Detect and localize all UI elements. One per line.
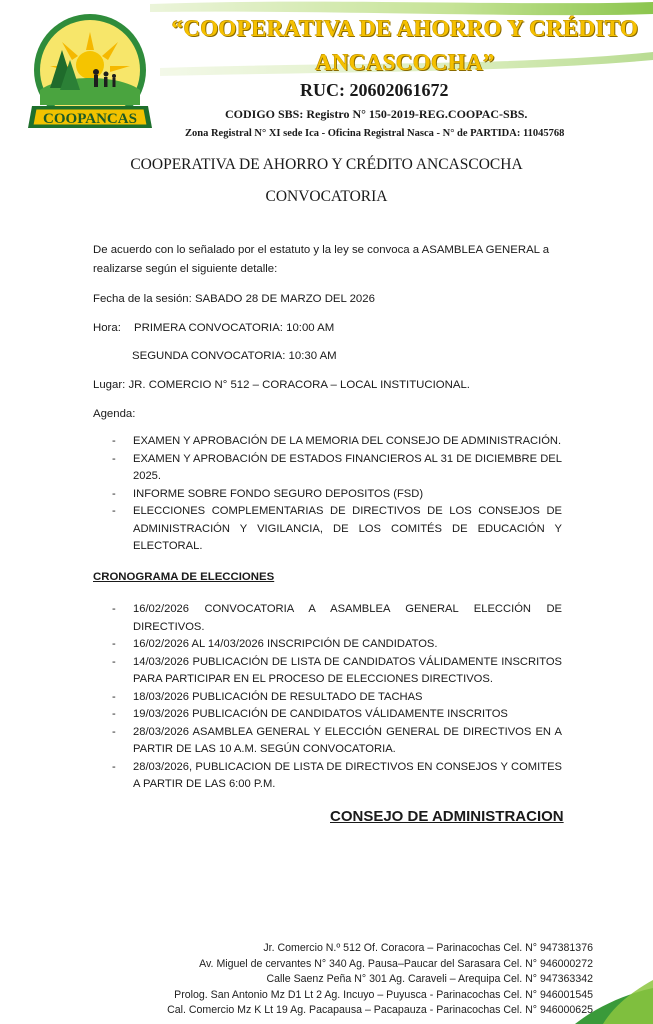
- intro-paragraph: [93, 241, 563, 279]
- agenda-item: - INFORME SOBRE FONDO SEGURO DEPOSITOS (FSD): [112, 486, 562, 504]
- footer-address-line: Av. Miguel de cervantes N° 340 Ag. Pausa–Paucar del Sarasara Cel. N° 946000272: [199, 957, 593, 970]
- cronograma-item: - 16/02/2026 CONVOCATORIA A ASAMBLEA GENERAL ELECCIÓN DE DIRECTIVOS.: [112, 601, 562, 636]
- footer-leaf-decoration: [575, 980, 653, 1024]
- logo-text: COOPANCAS: [43, 111, 137, 127]
- agenda-list: [112, 433, 562, 556]
- header-title: [165, 12, 645, 80]
- document-org-name: COOPERATIVA DE AHORRO Y CRÉDITO ANCASCOCHA: [130, 156, 523, 173]
- cronograma-list: [112, 601, 562, 794]
- footer-address-line: Prolog. San Antonio Mz D1 Lt 2 Ag. Incuyo – Puyusca - Parinacochas Cel. N° 946001545: [174, 988, 593, 1001]
- codigo-sbs: CODIGO SBS: Registro N° 150-2019-REG.COOPAC-SBS.: [225, 107, 528, 121]
- hora-segunda: SEGUNDA CONVOCATORIA: 10:30 AM: [132, 350, 337, 362]
- cronograma-item: - 18/03/2026 PUBLICACIÓN DE RESULTADO DE TACHAS: [112, 689, 562, 707]
- footer-address-line: Jr. Comercio N.º 512 Of. Coracora – Parinacochas Cel. N° 947381376: [263, 942, 593, 954]
- agenda-item: - ELECCIONES COMPLEMENTARIAS DE DIRECTIVOS DE LOS CONSEJOS DE ADMINISTRACIÓN Y VIGILANCIA, DE LOS COMITÉS DE EDUCACIÓN Y ELECTORAL.: [112, 503, 562, 556]
- intro-line-2: realizarse según el siguiente detalle:: [93, 263, 278, 275]
- agenda-label: Agenda:: [93, 408, 136, 420]
- document-heading: CONVOCATORIA: [265, 188, 388, 205]
- footer-addresses: [167, 941, 593, 1019]
- cronograma-heading: CRONOGRAMA DE ELECCIONES: [93, 571, 275, 583]
- hora-primera: PRIMERA CONVOCATORIA: 10:00 AM: [134, 322, 335, 334]
- lugar: Lugar: JR. COMERCIO N° 512 – CORACORA – LOCAL INSTITUCIONAL.: [93, 379, 470, 391]
- footer-address-line: Cal. Comercio Mz K Lt 19 Ag. Pacapausa – Pacapauza - Parinacochas Cel. N° 946000625: [167, 1004, 593, 1016]
- agenda-item: - EXAMEN Y APROBACIÓN DE LA MEMORIA DEL CONSEJO DE ADMINISTRACIÓN.: [112, 433, 562, 451]
- cronograma-item: - 28/03/2026, PUBLICACION DE LISTA DE DIRECTIVOS EN CONSEJOS Y COMITES A PARTIR DE LAS 6:00 P.M.: [112, 759, 562, 794]
- header-title-line1: “COOPERATIVA DE AHORRO Y CRÉDITO: [171, 16, 639, 41]
- intro-line-1: De acuerdo con lo señalado por el estatuto y la ley se convoca a ASAMBLEA GENERAL a: [93, 244, 550, 256]
- coopancas-logo: [22, 10, 162, 145]
- footer-address-line: Calle Saenz Peña N° 301 Ag. Caraveli – Arequipa Cel. N° 947363342: [266, 973, 593, 985]
- cronograma-item: - 14/03/2026 PUBLICACIÓN DE LISTA DE CANDIDATOS VÁLIDAMENTE INSCRITOS PARA PARTICIPAR EN EL PROCESO DE ELECCIONES DIRECTIVOS.: [112, 654, 562, 689]
- zona-registral: Zona Registral N° XI sede Ica - Oficina Registral Nasca - N° de PARTIDA: 11045768: [185, 128, 565, 139]
- hora-primera-row: [93, 319, 334, 337]
- cronograma-item: - 28/03/2026 ASAMBLEA GENERAL Y ELECCIÓN GENERAL DE DIRECTIVOS EN A PARTIR DE LAS 10 A.M. SEGÚN CONVOCATORIA.: [112, 724, 562, 759]
- signature-consejo: CONSEJO DE ADMINISTRACION: [330, 808, 564, 825]
- fecha-sesion: Fecha de la sesión: SABADO 28 DE MARZO DEL 2026: [93, 293, 375, 305]
- ruc-number: RUC: 20602061672: [300, 80, 449, 100]
- agenda-item: - EXAMEN Y APROBACIÓN DE ESTADOS FINANCIEROS AL 31 DE DICIEMBRE DEL 2025.: [112, 451, 562, 486]
- cronograma-item: - 16/02/2026 AL 14/03/2026 INSCRIPCIÓN DE CANDIDATOS.: [112, 636, 562, 654]
- hora-label: Hora:: [93, 322, 121, 334]
- header-title-line2: ANCASCOCHA”: [315, 50, 495, 75]
- cronograma-item: - 19/03/2026 PUBLICACIÓN DE CANDIDATOS VÁLIDAMENTE INSCRITOS: [112, 706, 562, 724]
